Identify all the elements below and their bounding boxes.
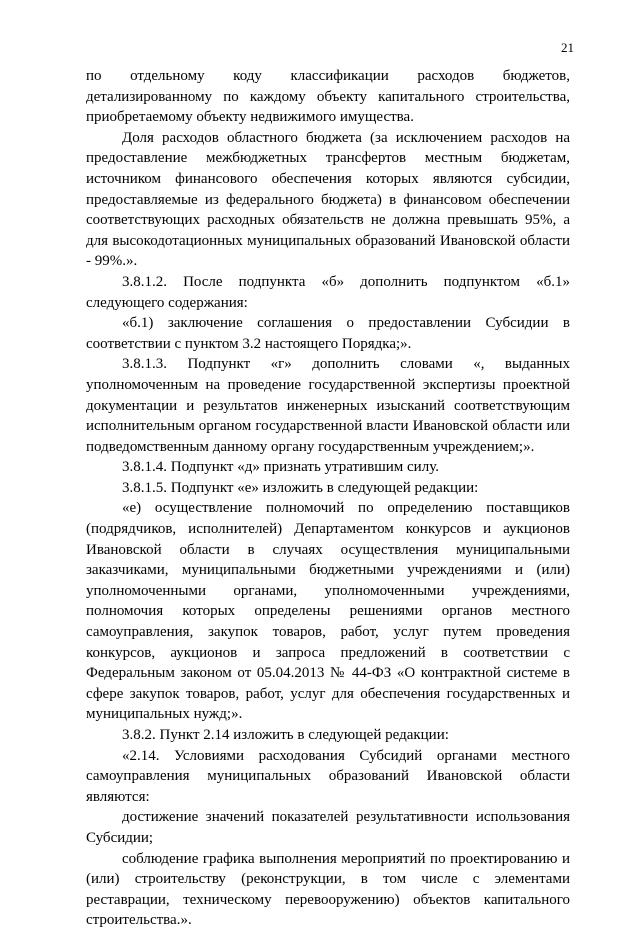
paragraph-condition-2: соблюдение графика выполнения мероприятий по проектированию и (или) строительству (реконструкции, в том числе с элементами реставрации, техническому перевооружению) объектов капитального строительства.». (86, 850, 570, 929)
paragraph-condition-1: достижение значений показателей результативности использования Субсидии; (86, 809, 570, 846)
paragraph-3-8-1-2: 3.8.1.2. После подпункта «б» дополнить подпунктом «б.1» следующего содержания: (86, 273, 570, 311)
paragraph-3-8-1-3: 3.8.1.3. Подпункт «г» дополнить словами «, выданных уполномоченным на проведение государственной экспертизы проектной документации и результатов инженерных изысканий соответствующим исполнительным органом государственной власти Ивановской области или подведомственным данному органу государственным учреждением;». (86, 356, 570, 455)
paragraph-continuation: по отдельному коду классификации расходов бюджетов, детализированному по каждому объекту капитального строительства, приобретаемому объекту недвижимого имущества. (86, 68, 570, 126)
paragraph-budget-share: Доля расходов областного бюджета (за исключением расходов на предоставление межбюджетных трансфертов местным бюджетам, источником финансового обеспечения которых являются субсидии, предоставляемые из федерального бюджета) в финансовом обеспечении соответствующих расходных обязательств не должна превышать 95%, а для высокодотационных муниципальных образований Ивановской области - 99%.». (86, 129, 570, 270)
paragraph-subitem-b1: «б.1) заключение соглашения о предоставлении Субсидии в соответствии с пунктом 3.2 настоящего Порядка;». (86, 315, 570, 352)
paragraph-subitem-e: «е) осуществление полномочий по определению поставщиков (подрядчиков, исполнителей) Департаментом конкурсов и аукционов Ивановской области в случаях осуществления муниципальными заказчиками, муниципальными бюджетными учреждениями и (или) уполномоченными органами, уполномоченными учреждениями, полномочия которых определены решениями органов местного самоуправления, закупок товаров, работ, услуг путем проведения конкурсов, аукционов и запроса предложений в соответствии с Федеральным законом от 05.04.2013 № 44-ФЗ «О контрактной системе в сфере закупок товаров, работ, услуг для обеспечения государственных и муниципальных нужд;». (86, 500, 570, 723)
paragraph-3-8-2: 3.8.2. Пункт 2.14 изложить в следующей редакции: (122, 727, 449, 743)
page-number: 21 (561, 40, 574, 55)
paragraph-3-8-1-5: 3.8.1.5. Подпункт «е» изложить в следующей редакции: (122, 479, 479, 496)
document-body (86, 66, 570, 931)
paragraph-2-14: «2.14. Условиями расходования Субсидий органами местного самоуправления муниципальных образований Ивановской области являются: (86, 747, 570, 805)
paragraph-3-8-1-4: 3.8.1.4. Подпункт «д» признать утратившим силу. (122, 459, 439, 476)
